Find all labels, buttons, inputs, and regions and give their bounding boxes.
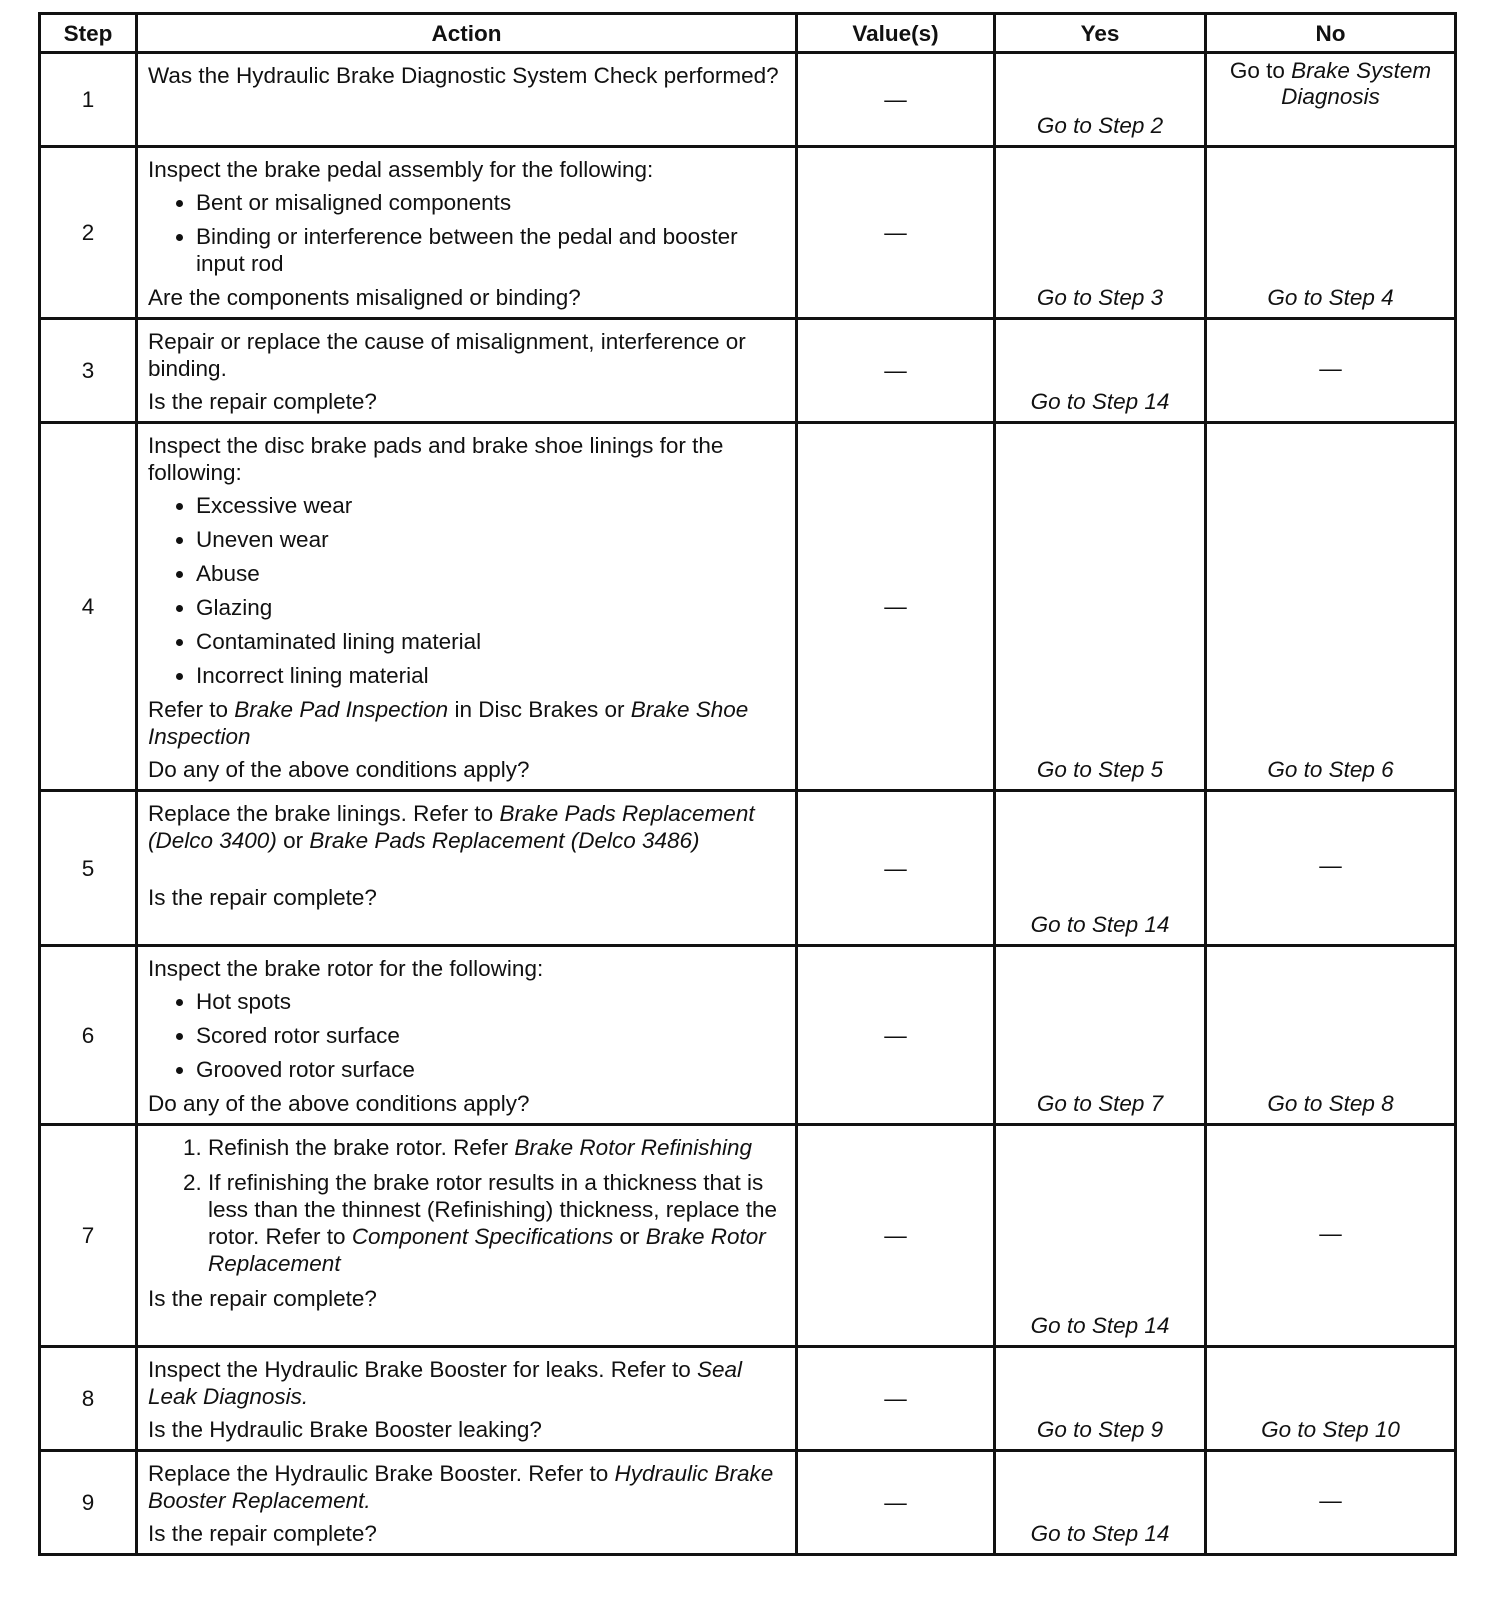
action-reference bbox=[148, 1460, 785, 1514]
reference-link: Brake Shoe Inspection bbox=[148, 697, 749, 749]
yes-cell: Go to Step 14 bbox=[995, 791, 1206, 946]
step-number: 5 bbox=[40, 791, 137, 946]
action-reference bbox=[148, 696, 785, 750]
action-cell bbox=[137, 423, 797, 791]
reference-link: Brake Pads Replacement (Delco 3400) bbox=[148, 801, 755, 853]
table-row bbox=[40, 946, 1456, 1125]
numbered-list bbox=[148, 1134, 785, 1277]
table-row bbox=[40, 791, 1456, 946]
list-item: • Grooved rotor surface bbox=[196, 1056, 785, 1083]
list-item: • Abuse bbox=[196, 560, 785, 587]
list-item: • Incorrect lining material bbox=[196, 662, 785, 689]
action-question: Is the repair complete? bbox=[148, 1286, 377, 1311]
yes-cell: Go to Step 14 bbox=[995, 1451, 1206, 1555]
list-item: • Bent or misaligned components bbox=[196, 189, 785, 216]
value-cell: — bbox=[797, 1125, 995, 1347]
bullet-list bbox=[148, 988, 785, 1083]
step-number: 2 bbox=[40, 147, 137, 319]
yes-cell: Go to Step 14 bbox=[995, 319, 1206, 423]
header-values: Value(s) bbox=[797, 14, 995, 53]
table-row bbox=[40, 1125, 1456, 1347]
header-row bbox=[40, 14, 1456, 53]
no-cell: — bbox=[1206, 1451, 1456, 1555]
action-cell bbox=[137, 1125, 797, 1347]
action-cell bbox=[137, 147, 797, 319]
list-item: • Glazing bbox=[196, 594, 785, 621]
list-item bbox=[208, 1134, 785, 1161]
step-number: 9 bbox=[40, 1451, 137, 1555]
value-cell: — bbox=[797, 946, 995, 1125]
no-prefix: Go to bbox=[1229, 58, 1292, 83]
action-question: Do any of the above conditions apply? bbox=[148, 757, 530, 782]
step-number: 4 bbox=[40, 423, 137, 791]
list-item: • Contaminated lining material bbox=[196, 628, 785, 655]
reference-link: Brake Rotor Replacement bbox=[208, 1224, 766, 1276]
bullet-list bbox=[148, 492, 785, 689]
action-text: Inspect the brake pedal assembly for the following: bbox=[148, 157, 654, 182]
table-row bbox=[40, 319, 1456, 423]
step-number: 1 bbox=[40, 53, 137, 147]
no-cell: Go to Step 4 bbox=[1206, 147, 1456, 319]
action-question: Do any of the above conditions apply? bbox=[148, 1091, 530, 1116]
yes-cell: Go to Step 7 bbox=[995, 946, 1206, 1125]
value-cell: — bbox=[797, 1347, 995, 1451]
reference-text: Replace the brake linings. Refer to bbox=[148, 801, 500, 826]
action-question: Is the repair complete? bbox=[148, 389, 377, 414]
no-cell: — bbox=[1206, 319, 1456, 423]
reference-link: Brake Pad Inspection bbox=[234, 697, 449, 722]
action-cell bbox=[137, 791, 797, 946]
table-row bbox=[40, 1347, 1456, 1451]
reference-text: Refer to bbox=[148, 697, 235, 722]
value-cell: — bbox=[797, 1451, 995, 1555]
no-cell: — bbox=[1206, 1125, 1456, 1347]
action-reference bbox=[148, 800, 785, 854]
list-item: • Binding or interference between the pedal and booster input rod bbox=[196, 223, 785, 277]
diagnostic-table bbox=[38, 12, 1457, 1556]
bullet-list bbox=[148, 189, 785, 277]
value-cell: — bbox=[797, 319, 995, 423]
step-number: 7 bbox=[40, 1125, 137, 1347]
reference-link: Brake Rotor Refinishing bbox=[514, 1135, 753, 1160]
header-step: Step bbox=[40, 14, 137, 53]
no-cell: Go to Step 6 bbox=[1206, 423, 1456, 791]
action-question: Is the Hydraulic Brake Booster leaking? bbox=[148, 1417, 542, 1442]
step-number: 3 bbox=[40, 319, 137, 423]
reference-text: or bbox=[276, 828, 310, 853]
list-item bbox=[208, 1169, 785, 1277]
action-cell bbox=[137, 319, 797, 423]
value-cell: — bbox=[797, 147, 995, 319]
reference-link: Component Specifications bbox=[351, 1224, 614, 1249]
table-row bbox=[40, 1451, 1456, 1555]
action-cell bbox=[137, 1451, 797, 1555]
header-no: No bbox=[1206, 14, 1456, 53]
value-cell: — bbox=[797, 791, 995, 946]
action-text: Was the Hydraulic Brake Diagnostic System Check performed? bbox=[148, 63, 779, 88]
table-row bbox=[40, 53, 1456, 147]
list-item: • Hot spots bbox=[196, 988, 785, 1015]
action-question: Is the repair complete? bbox=[148, 1521, 377, 1546]
action-cell bbox=[137, 53, 797, 147]
list-item: • Uneven wear bbox=[196, 526, 785, 553]
step-number: 6 bbox=[40, 946, 137, 1125]
yes-cell: Go to Step 5 bbox=[995, 423, 1206, 791]
reference-text: Inspect the Hydraulic Brake Booster for leaks. Refer to bbox=[148, 1357, 697, 1382]
no-cell: — bbox=[1206, 791, 1456, 946]
reference-text: Replace the Hydraulic Brake Booster. Refer to bbox=[148, 1461, 615, 1486]
reference-text: or bbox=[613, 1224, 646, 1249]
no-cell: Go to Step 8 bbox=[1206, 946, 1456, 1125]
action-reference bbox=[148, 1356, 785, 1410]
header-action: Action bbox=[137, 14, 797, 53]
value-cell: — bbox=[797, 53, 995, 147]
value-cell: — bbox=[797, 423, 995, 791]
reference-link: Seal Leak Diagnosis. bbox=[148, 1357, 743, 1409]
table-row bbox=[40, 147, 1456, 319]
yes-cell: Go to Step 3 bbox=[995, 147, 1206, 319]
step-number: 8 bbox=[40, 1347, 137, 1451]
yes-cell: Go to Step 9 bbox=[995, 1347, 1206, 1451]
action-text: Inspect the brake rotor for the following: bbox=[148, 956, 544, 981]
reference-text: Refinish the brake rotor. Refer bbox=[208, 1135, 515, 1160]
action-text: Inspect the disc brake pads and brake shoe linings for the following: bbox=[148, 433, 724, 485]
reference-text: If refinishing the brake rotor results in a thickness that is less than the thinnest (Refinishing) thickness, replace the rotor. Refer to bbox=[208, 1170, 778, 1249]
yes-cell: Go to Step 14 bbox=[995, 1125, 1206, 1347]
no-link: Brake System Diagnosis bbox=[1281, 58, 1432, 109]
reference-link: Brake Pads Replacement (Delco 3486) bbox=[309, 828, 700, 853]
yes-cell: Go to Step 2 bbox=[995, 53, 1206, 147]
reference-link: Hydraulic Brake Booster Replacement. bbox=[148, 1461, 774, 1513]
action-text: Repair or replace the cause of misalignment, interference or binding. bbox=[148, 329, 746, 381]
header-yes: Yes bbox=[995, 14, 1206, 53]
no-cell bbox=[1206, 53, 1456, 147]
no-cell: Go to Step 10 bbox=[1206, 1347, 1456, 1451]
action-cell bbox=[137, 946, 797, 1125]
action-question: Is the repair complete? bbox=[148, 885, 377, 910]
action-cell bbox=[137, 1347, 797, 1451]
list-item: • Scored rotor surface bbox=[196, 1022, 785, 1049]
list-item: • Excessive wear bbox=[196, 492, 785, 519]
action-question: Are the components misaligned or binding? bbox=[148, 285, 581, 310]
reference-text: in Disc Brakes or bbox=[448, 697, 631, 722]
table-row bbox=[40, 423, 1456, 791]
